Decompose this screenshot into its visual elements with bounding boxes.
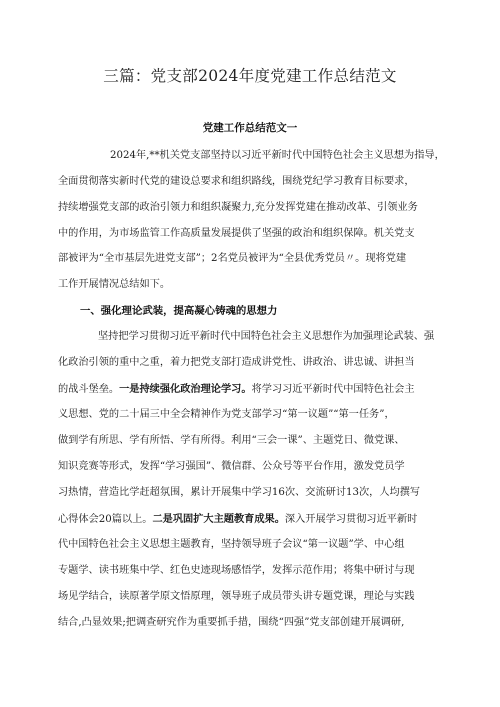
paragraph-2-line-3-text: 的战斗堡垒。: [58, 384, 120, 395]
paragraph-2-line-8: [58, 512, 417, 526]
paragraph-2-line-9: 代中国特色社会主义思想主题教育，坚持领导班子会议“第一议题”学、中心组: [58, 539, 405, 550]
paragraph-1-line-2: 全面贯彻落实新时代党的建设总要求和组织路线，围绕党纪学习教育目标要求，: [58, 176, 415, 187]
document-subtitle: 党建工作总结范文一: [202, 122, 298, 134]
paragraph-2-line-3-tail: 将学习习近平新时代中国特色社会主: [251, 384, 415, 395]
paragraph-2-line-8-tail: 深入开展学习贯彻习近平新时: [284, 514, 418, 525]
paragraph-1-line-3: 持续增强党支部的政治引领力和组织凝聚力,充分发挥党建在推动改革、引领业务: [58, 202, 418, 213]
paragraph-2-line-11: 场见学结合，读原著学原文悟原理，领导班子成员带头讲专题党课，理论与实践: [58, 591, 415, 602]
paragraph-2-line-6: 知识竞赛等形式，发挥“学习强国”、微信群、公众号等平台作用，激发党员学: [58, 461, 405, 472]
paragraph-2-line-2: 化政治引领的重中之重，着力把党支部打造成讲党性、讲政治、讲忠诚、讲担当: [58, 357, 415, 368]
document-title: 三篇：党支部2024年度党建工作总结范文: [103, 67, 397, 85]
paragraph-2-line-1: 坚持把学习贯彻习近平新时代中国特色社会主义思想作为加强理论武装、强: [98, 331, 435, 342]
paragraph-1-line-6: 工作开展情况总结如下。: [58, 279, 171, 290]
paragraph-2-line-8-text: 心得体会20篇以上。: [58, 514, 153, 525]
point-one-heading: 一是持续强化政治理论学习。: [119, 383, 252, 395]
paragraph-2-line-10: 专题学、读书班集中学、红色史迹现场感悟学，发挥示范作用；将集中研讨与现: [58, 565, 415, 576]
paragraph-2-line-5: 做到学有所思、学有所悟、学有所得。利用“三会一课”、主题党日、微党课、: [58, 435, 405, 446]
paragraph-1-line-1: 2024年,**机关党支部坚持以习近平新时代中国特色社会主义思想为指导，: [110, 150, 445, 161]
paragraph-2-line-4: 义思想、党的二十届三中全会精神作为党支部学习“第一议题”“第一任务”，: [58, 409, 395, 420]
paragraph-1-line-4: 中的作用，为市场监管工作高质量发展提供了坚强的政治和组织保障。机关党支: [58, 228, 415, 239]
paragraph-2-line-3: [58, 382, 415, 396]
point-two-heading: 二是巩固扩大主题教育成果。: [152, 513, 285, 525]
section-heading-1: 一、强化理论武装，提高凝心铸魂的思想力: [80, 305, 278, 317]
paragraph-2-line-12: 结合,凸显效果;把调查研究作为重要抓手措，围绕“四强”党支部创建开展调研,: [58, 617, 405, 628]
paragraph-1-line-5: 部被评为“全市基层先进党支部”；2名党员被评为“全县优秀党员〃。现将党建: [58, 253, 407, 264]
paragraph-2-line-7: 习热情，营造比学赶超氛围，累计开展集中学习16次、交流研讨13次，人均撰写: [58, 487, 421, 498]
